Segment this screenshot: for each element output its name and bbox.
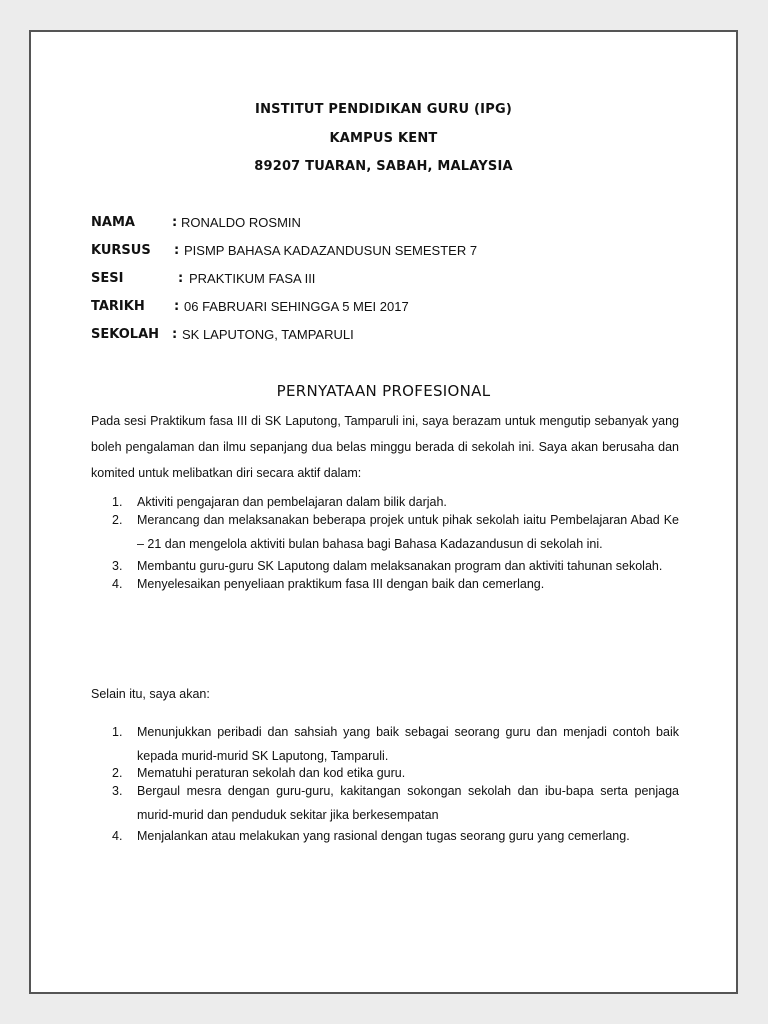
- info-value: PISMP BAHASA KADAZANDUSUN SEMESTER 7: [184, 243, 478, 258]
- info-label: SEKOLAH: [91, 327, 160, 342]
- list-item: [91, 576, 679, 592]
- list-number: 3.: [112, 784, 123, 798]
- campus-name: KAMPUS KENT: [329, 131, 438, 146]
- info-label: KURSUS: [91, 243, 151, 258]
- list-item: [91, 824, 679, 848]
- selain-line: Selain itu, saya akan:: [91, 687, 210, 701]
- institute-name: INSTITUT PENDIDIKAN GURU (IPG): [255, 102, 512, 117]
- info-label: SESI: [91, 271, 124, 286]
- info-value: 06 FABRUARI SEHINGGA 5 MEI 2017: [184, 299, 409, 314]
- list-text: Mematuhi peraturan sekolah dan kod etika guru.: [137, 766, 406, 780]
- info-colon: :: [174, 299, 180, 314]
- list-text: Bergaul mesra dengan guru-guru, kakitangan sokongan sekolah dan ibu-bapa serta penjaga murid-murid dan penduduk sekitar jika berkesempatan: [137, 784, 679, 822]
- list-number: 3.: [112, 559, 123, 573]
- list-item: [91, 720, 679, 768]
- list-text: Menunjukkan peribadi dan sahsiah yang baik sebagai seorang guru dan menjadi contoh baik kepada murid-murid SK Laputong, Tamparuli.: [137, 725, 679, 763]
- list-text: Menjalankan atau melakukan yang rasional dengan tugas seorang guru yang cemerlang.: [137, 829, 630, 843]
- section-title: PERNYATAAN PROFESIONAL: [276, 382, 491, 400]
- info-value: SK LAPUTONG, TAMPARULI: [182, 327, 354, 342]
- info-colon: :: [178, 271, 184, 286]
- info-label: NAMA: [91, 215, 135, 230]
- list-text: Membantu guru-guru SK Laputong dalam melaksanakan program dan aktiviti tahunan sekolah.: [137, 559, 663, 573]
- list-number: 2.: [112, 513, 123, 527]
- document-page: [29, 30, 738, 994]
- list-item: [91, 508, 679, 556]
- pledge-list: [91, 720, 679, 848]
- info-colon: :: [172, 215, 178, 230]
- info-colon: :: [172, 327, 178, 342]
- list-number: 4.: [112, 829, 123, 843]
- info-colon: :: [174, 243, 180, 258]
- intro-paragraph: Pada sesi Praktikum fasa III di SK Laputong, Tamparuli ini, saya berazam untuk mengutip sebanyak yang boleh pengalaman dan ilmu sepanjang dua belas minggu berada di sekolah ini. Saya akan berusaha dan komited untuk melibatkan diri secara aktif dalam:: [91, 414, 679, 480]
- commitment-list: [91, 494, 679, 592]
- list-text: Merancang dan melaksanakan beberapa projek untuk pihak sekolah iaitu Pembelajaran Abad Ke – 21 dan mengelola aktiviti bulan bahasa bagi Bahasa Kadazandusun di sekolah ini.: [137, 513, 679, 551]
- campus-address: 89207 TUARAN, SABAH, MALAYSIA: [254, 159, 513, 174]
- list-number: 2.: [112, 766, 123, 780]
- info-label: TARIKH: [91, 299, 145, 314]
- list-number: 1.: [112, 495, 123, 509]
- list-number: 4.: [112, 577, 123, 591]
- list-number: 1.: [112, 725, 123, 739]
- list-text: Menyelesaikan penyeliaan praktikum fasa III dengan baik dan cemerlang.: [137, 577, 545, 591]
- list-item: [91, 779, 679, 827]
- info-value: PRAKTIKUM FASA III: [189, 271, 316, 286]
- list-text: Aktiviti pengajaran dan pembelajaran dalam bilik darjah.: [137, 495, 447, 509]
- list-item: [91, 554, 679, 578]
- info-value: RONALDO ROSMIN: [181, 215, 301, 230]
